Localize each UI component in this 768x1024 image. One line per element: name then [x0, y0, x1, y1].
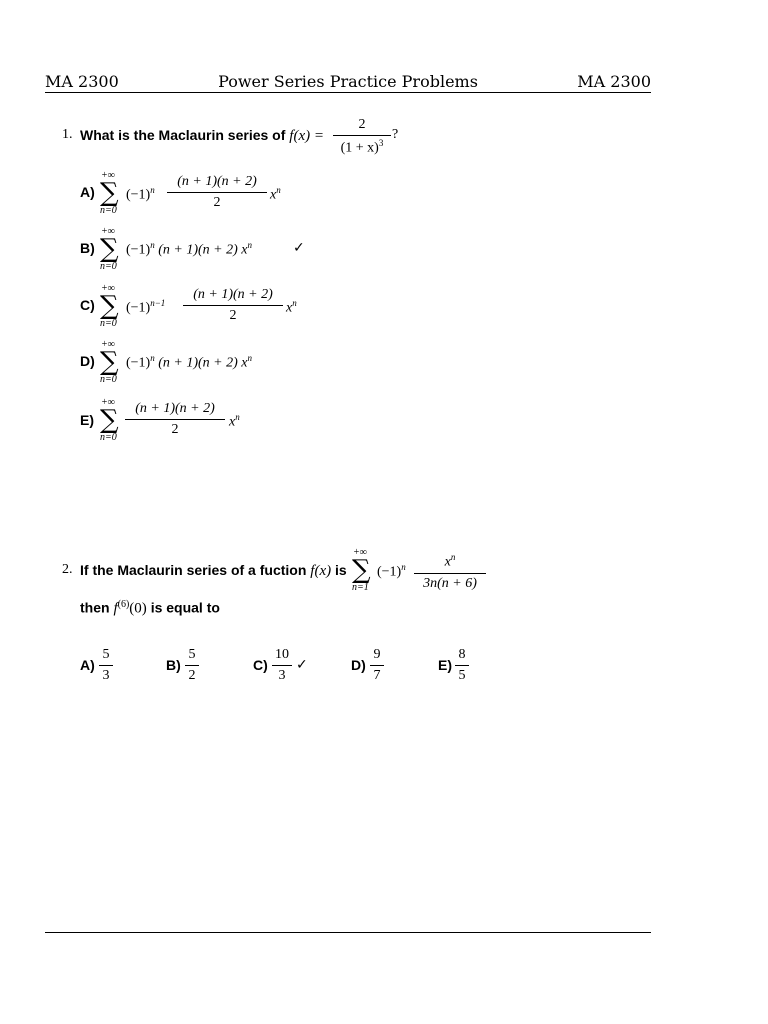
option-e-label: E) — [438, 657, 452, 673]
tail-exp: n — [247, 240, 252, 250]
fraction-bar — [455, 665, 469, 666]
option-e-label: E) — [80, 412, 94, 428]
summation-icon: ∑ — [100, 405, 119, 435]
fraction-bar — [99, 665, 113, 666]
fraction-bar — [167, 192, 267, 193]
sum-lower-limit: n=0 — [100, 205, 117, 216]
question-2-is: is — [335, 562, 347, 578]
question-1-number: 1. — [62, 127, 73, 142]
summation-icon: ∑ — [352, 555, 371, 585]
option-e-fraction — [455, 647, 469, 684]
footer-rule — [45, 932, 651, 933]
fraction-den: 3 — [278, 668, 286, 683]
fraction-num: (n + 1)(n + 2) — [135, 401, 215, 416]
header-course-right: MA 2300 — [577, 72, 651, 91]
fraction-num: x — [444, 554, 451, 570]
option-a-label: A) — [80, 657, 95, 673]
tail-exp: n — [247, 353, 252, 363]
question-2-prompt — [80, 562, 347, 580]
sum-upper-limit: +∞ — [353, 547, 367, 558]
sign-base: (−1) — [126, 242, 151, 258]
summation-icon: ∑ — [100, 178, 119, 208]
fraction-bar — [125, 419, 225, 420]
fraction-num: (n + 1)(n + 2) — [193, 287, 273, 302]
fraction-num: 9 — [373, 647, 381, 662]
question-2-sign — [377, 562, 406, 581]
correct-check-icon: ✓ — [293, 240, 305, 256]
header-rule — [45, 92, 651, 93]
question-1-frac-den: (1 + x) — [340, 140, 379, 156]
option-b-fraction — [185, 647, 199, 684]
tail-var: x — [286, 300, 293, 316]
line2-suffix: is equal to — [150, 599, 220, 616]
option-d-label: D) — [80, 353, 95, 369]
question-1-fraction — [333, 117, 391, 157]
option-a-fraction — [167, 174, 267, 211]
header-course-left: MA 2300 — [45, 72, 119, 91]
option-b-body: (n + 1)(n + 2) x — [158, 242, 248, 258]
sum-upper-limit: +∞ — [101, 339, 115, 350]
question-1-qmark: ? — [392, 127, 399, 142]
tail-exp: n — [292, 298, 297, 308]
fraction-num: 5 — [188, 647, 196, 662]
tail-var: x — [229, 414, 236, 430]
summation-icon: ∑ — [100, 234, 119, 264]
sign-base: (−1) — [377, 564, 402, 580]
question-1-fx: f(x) = — [289, 128, 324, 144]
sum-lower-limit: n=0 — [100, 374, 117, 385]
line2-prefix: then — [80, 599, 110, 616]
summation-icon: ∑ — [100, 291, 119, 321]
sign-exp: n−1 — [150, 298, 166, 308]
fraction-num: (n + 1)(n + 2) — [177, 174, 257, 189]
option-d-body: (n + 1)(n + 2) x — [158, 355, 248, 371]
line2-sup: (6) — [117, 599, 130, 610]
sum-upper-limit: +∞ — [101, 283, 115, 294]
option-c-fraction — [183, 287, 283, 324]
fraction-bar — [414, 573, 486, 574]
sign-exp: n — [401, 562, 406, 572]
option-d-expression — [126, 353, 252, 372]
sum-upper-limit: +∞ — [101, 226, 115, 237]
sum-lower-limit: n=0 — [100, 432, 117, 443]
sign-exp: n — [150, 185, 155, 195]
option-e-tail — [229, 412, 240, 431]
option-a-tail — [270, 185, 281, 204]
option-d-fraction — [370, 647, 384, 684]
option-c-tail — [286, 298, 297, 317]
option-d-label: D) — [351, 657, 366, 673]
question-1-prompt — [80, 127, 324, 145]
question-1-frac-den-exp: 3 — [378, 138, 384, 148]
fraction-den: 2 — [213, 195, 221, 210]
question-2-fraction — [414, 552, 486, 592]
question-1-frac-num: 2 — [358, 117, 366, 132]
correct-check-icon: ✓ — [296, 657, 308, 673]
fraction-den: 3n(n + 6) — [423, 575, 477, 591]
fraction-den: 2 — [229, 308, 237, 323]
fraction-bar — [370, 665, 384, 666]
option-c-label: C) — [80, 297, 95, 313]
fraction-bar — [333, 135, 391, 136]
option-a-sign — [126, 185, 155, 204]
sign-base: (−1) — [126, 300, 151, 316]
sign-exp: n — [150, 240, 155, 250]
question-2-fx: f(x) — [310, 563, 332, 579]
question-2-number: 2. — [62, 562, 73, 577]
fraction-den: 3 — [102, 668, 110, 683]
fraction-num-exp: n — [450, 552, 456, 562]
sum-upper-limit: +∞ — [101, 170, 115, 181]
page-header — [45, 70, 651, 92]
option-b-expression — [126, 240, 252, 259]
sum-upper-limit: +∞ — [101, 397, 115, 408]
fraction-bar — [185, 665, 199, 666]
fraction-den: 2 — [188, 668, 196, 683]
sum-lower-limit: n=1 — [352, 582, 369, 593]
fraction-num: 10 — [275, 647, 289, 662]
fraction-num: 8 — [458, 647, 466, 662]
sum-lower-limit: n=0 — [100, 318, 117, 329]
option-a-label: A) — [80, 184, 95, 200]
option-c-fraction — [272, 647, 292, 684]
option-b-label: B) — [80, 240, 95, 256]
question-2-line2 — [80, 599, 220, 618]
tail-exp: n — [235, 412, 240, 422]
tail-exp: n — [276, 185, 281, 195]
fraction-den: 7 — [373, 668, 381, 683]
fraction-bar — [272, 665, 292, 666]
header-title: Power Series Practice Problems — [218, 72, 478, 91]
tail-var: x — [270, 187, 277, 203]
line2-arg: (0) — [129, 600, 147, 617]
sign-base: (−1) — [126, 355, 151, 371]
question-1-prompt-text: What is the Maclaurin series of — [80, 127, 286, 143]
fraction-den: 5 — [458, 668, 466, 683]
sign-exp: n — [150, 353, 155, 363]
option-e-fraction — [125, 401, 225, 438]
fraction-bar — [183, 305, 283, 306]
summation-icon: ∑ — [100, 347, 119, 377]
sum-lower-limit: n=0 — [100, 261, 117, 272]
fraction-num: 5 — [102, 647, 110, 662]
sign-base: (−1) — [126, 187, 151, 203]
option-c-label: C) — [253, 657, 268, 673]
option-b-label: B) — [166, 657, 181, 673]
question-2-prompt-text: If the Maclaurin series of a fuction — [80, 562, 307, 578]
option-c-sign — [126, 298, 165, 317]
fraction-den: 2 — [171, 422, 179, 437]
option-a-fraction — [99, 647, 113, 684]
line2-f: f — [113, 600, 118, 617]
